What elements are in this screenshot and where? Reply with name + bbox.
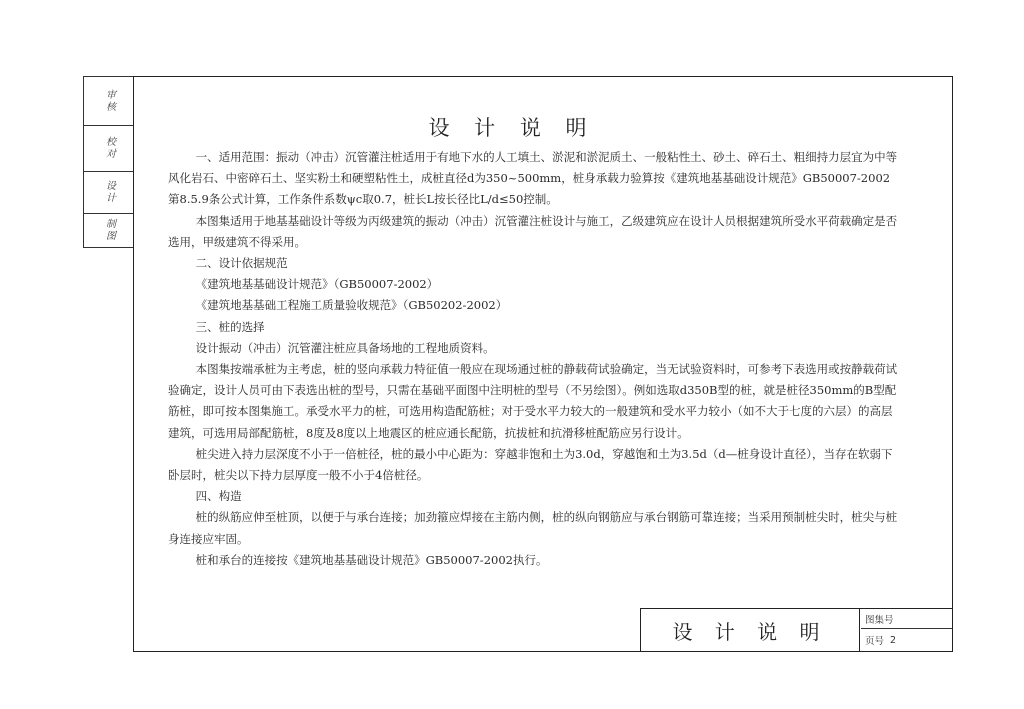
paragraph-scope: 一、适用范围：振动（冲击）沉管灌注桩适用于有地下水的人工填土、淤泥和淤泥质土、一般粘性土、砂土、碎石土、粗细持力层宜为中等风化岩石、中密碎石土、坚实粉土和硬塑粘性土，成桩直径d为350~500mm，桩身承载力验算按《建筑地基基础设计规范》GB50007-2002第8.5.9条公式计算，工作条件系数ψc取0.7，桩长L按长径比L/d≤50控制。 [168, 150, 898, 207]
paragraph-reinforcement: 桩的纵筋应伸至桩顶，以便于与承台连接；加劲箍应焊接在主筋内侧，桩的纵向钢筋应与承台钢筋可靠连接；当采用预制桩尖时，桩尖与桩身连接应牢固。 [168, 510, 898, 546]
paragraph-embedment: 桩尖进入持力层深度不小于一倍桩径，桩的最小中心距为：穿越非饱和土为3.0d，穿越饱和土为3.5d（d—桩身设计直径），当存在软弱下卧层时，桩尖以下持力层厚度一般不小于4倍桩径。 [168, 446, 893, 483]
paragraph-geology: 设计振动（冲击）沉管灌注桩应具备场地的工程地质资料。 [195, 340, 495, 355]
paragraph-bearing: 本图集按端承桩为主考虑，桩的竖向承载力特征值一般应在现场通过桩的静载荷试验确定，当无试验资料时，可参考下表选用或按静载荷试验确定，设计人员可由下表选出桩的型号，只需在基础平面图中注明桩的型号（不另绘图）。例如选取d350B型的桩，就是桩径350mm的B型配筋桩，即可按本图集施工。承受水平力的桩，可选用构造配筋桩；对于受水平力较大的一般建筑和受水平力较小（如不大于七度的六层）的高层建筑，可选用局部配筋桩，8度及8度以上地震区的桩应通长配筋，抗拔桩和抗滑移桩配筋应另行设计。 [168, 362, 898, 440]
atlas-number-label: 图集号 [865, 614, 894, 626]
atlas-number-cell [861, 609, 952, 629]
paragraph-applicability: 本图集适用于地基基础设计等级为丙级建筑的振动（冲击）沉管灌注桩设计与施工，乙级建筑应在设计人员根据建筑所受水平荷载确定是否选用，甲级建筑不得采用。 [168, 213, 898, 249]
page-number-label: 页号 [865, 636, 885, 647]
description-text [168, 147, 898, 571]
title-block [640, 608, 952, 651]
page-number-cell [861, 630, 952, 650]
reference-gb50202: 《建筑地基基础工程施工质量验收规范》（GB50202-2002） [195, 298, 508, 313]
heading-construction: 四、构造 [195, 489, 242, 504]
heading-code-basis: 二、设计依据规范 [195, 256, 288, 271]
signature-cell-designer: 设计 [84, 171, 134, 214]
signature-strip [83, 76, 134, 248]
signature-cell-drafter: 制图 [103, 218, 115, 242]
signature-cell-checker: 校对 [84, 125, 134, 172]
page-number-value: 2 [890, 634, 897, 646]
paragraph-cap-connection: 桩和承台的连接按《建筑地基基础设计规范》GB50007-2002执行。 [195, 552, 548, 567]
page-title: 设 计 说 明 [428, 116, 596, 140]
title-block-name: 设 计 说 明 [641, 609, 860, 651]
signature-cell-reviewer: 审核 [84, 77, 134, 126]
reference-gb50007: 《建筑地基基础设计规范》（GB50007-2002） [195, 277, 439, 292]
heading-pile-selection: 三、桩的选择 [195, 319, 265, 334]
